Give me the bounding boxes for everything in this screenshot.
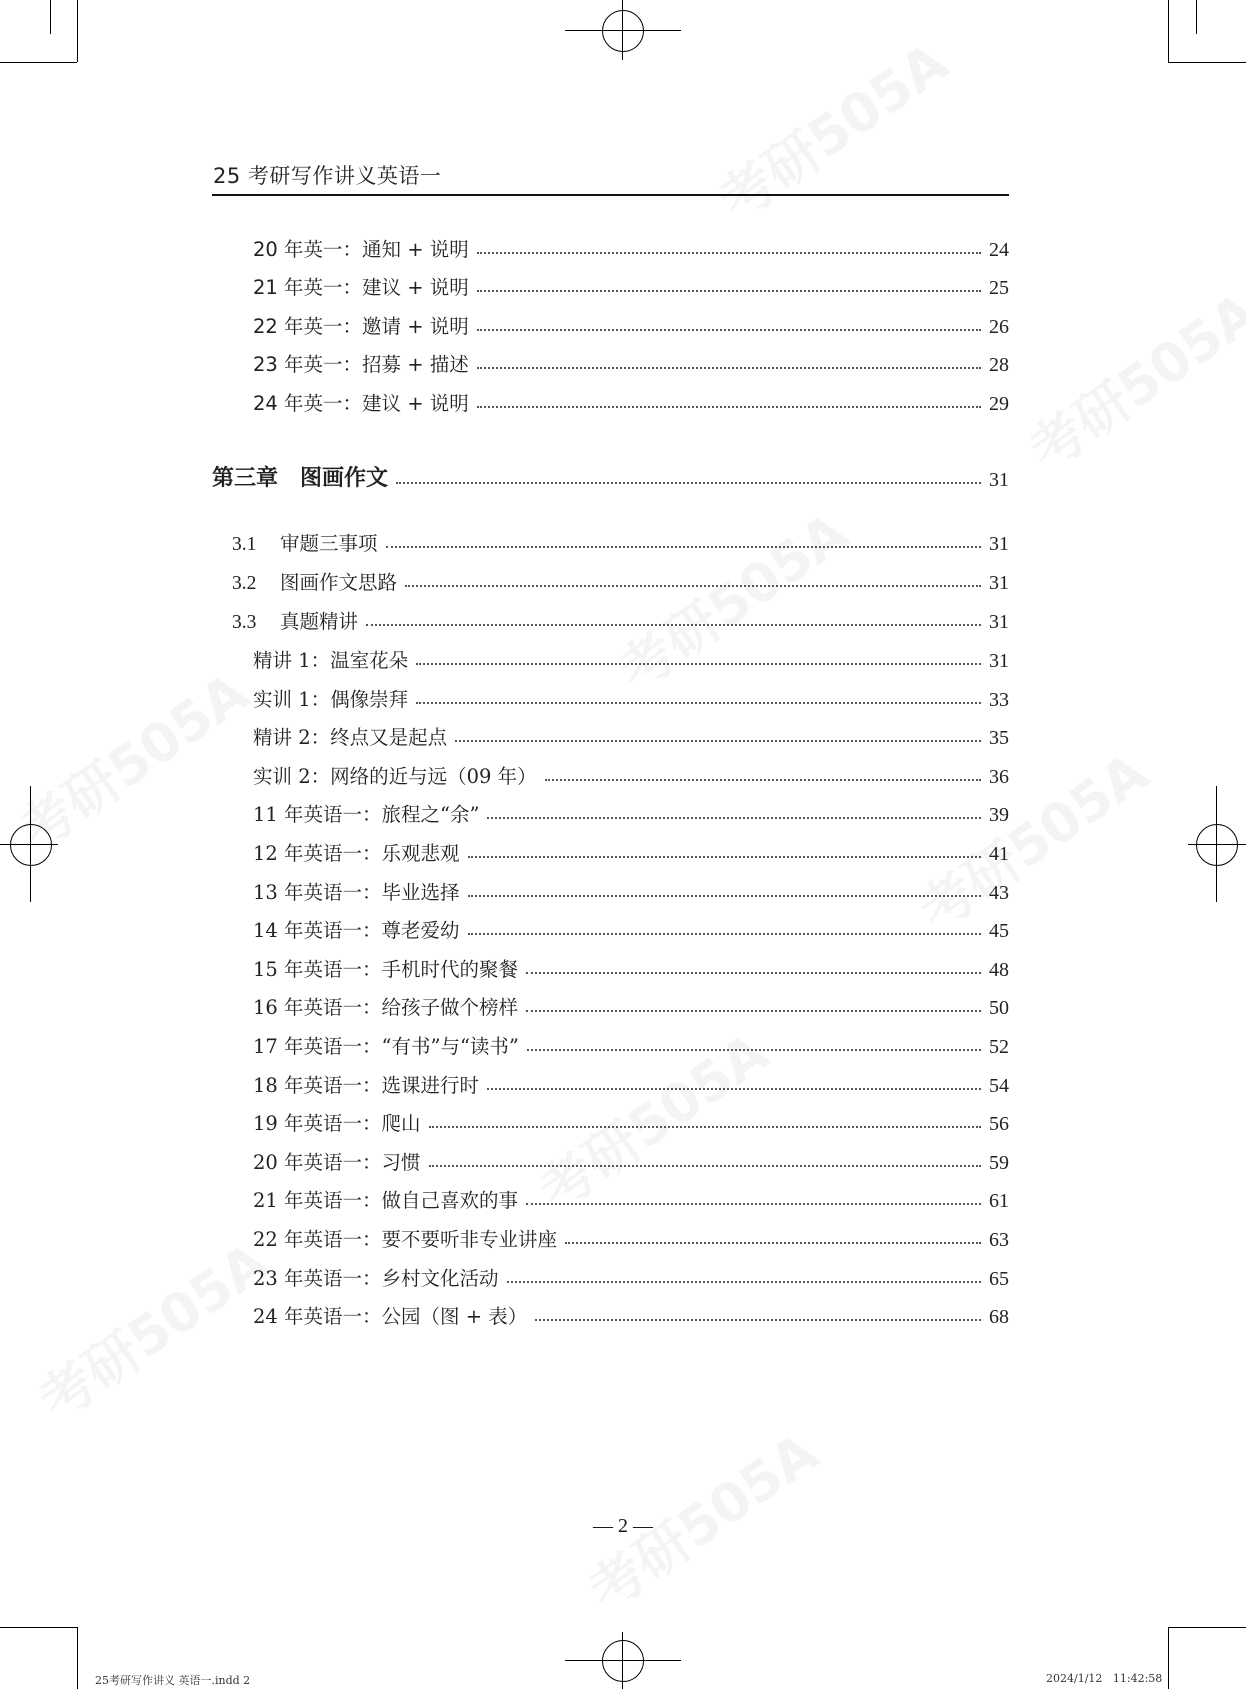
toc-entry-label: 实训 2：网络的近与远（09 年） <box>253 764 537 788</box>
dot-leader <box>416 663 981 665</box>
toc-entry-label: 13 年英语一：毕业选择 <box>253 880 460 904</box>
toc-entry-page: 63 <box>989 1229 1009 1251</box>
toc-chapter[interactable] <box>212 462 1009 492</box>
toc-entry-label: 19 年英语一：爬山 <box>253 1112 421 1136</box>
toc-entry[interactable] <box>253 1222 1009 1252</box>
toc-entry[interactable] <box>253 347 1009 377</box>
toc-entry-label: 实训 1：偶像崇拜 <box>253 687 409 711</box>
toc-entry-page: 52 <box>989 1036 1009 1058</box>
toc-entry-label: 22 年英语一：要不要听非专业讲座 <box>253 1228 558 1251</box>
toc-entry[interactable] <box>253 309 1009 339</box>
dot-leader <box>535 1319 981 1321</box>
toc-entry[interactable] <box>253 1068 1009 1098</box>
dot-leader <box>527 1049 981 1051</box>
toc-entry[interactable] <box>253 1029 1009 1059</box>
toc-entry-page: 41 <box>989 843 1009 865</box>
toc-entry-label: 18 年英语一：选课进行时 <box>253 1073 480 1097</box>
toc-entry[interactable] <box>253 386 1009 416</box>
toc-entry[interactable] <box>253 643 1009 673</box>
dot-leader <box>429 1165 981 1167</box>
toc-entry-label: 23 年英一：招募 + 描述 <box>253 353 469 376</box>
header-rule <box>212 194 1009 196</box>
toc-entry[interactable] <box>253 836 1009 866</box>
toc-entry-page: 59 <box>989 1151 1009 1174</box>
toc-entry[interactable] <box>253 682 1009 712</box>
toc-entry-page: 45 <box>989 920 1009 943</box>
toc-entry-label: 15 年英语一：手机时代的聚餐 <box>253 957 519 981</box>
print-slug-file: 25考研写作讲义 英语一.indd 2 <box>95 1674 251 1687</box>
dot-leader <box>477 367 981 369</box>
toc-entry-page: 54 <box>989 1074 1009 1097</box>
toc-entry-page: 48 <box>989 958 1009 981</box>
toc-entry[interactable] <box>253 1261 1009 1291</box>
toc-entry-label: 11 年英语一：旅程之“余” <box>253 803 480 827</box>
section-page: 31 <box>989 611 1009 633</box>
toc-entry-page: 33 <box>989 688 1009 711</box>
dot-leader <box>526 1203 981 1205</box>
toc-entry-page: 43 <box>989 881 1009 904</box>
toc-entry-label: 24 年英语一：公园（图 + 表） <box>253 1305 528 1329</box>
dot-leader <box>455 740 981 742</box>
toc-entry-label: 21 年英语一：做自己喜欢的事 <box>253 1189 519 1213</box>
toc-entry[interactable] <box>253 759 1009 789</box>
dot-leader <box>396 482 981 484</box>
toc-entry[interactable] <box>253 720 1009 750</box>
toc-section[interactable] <box>232 526 1009 556</box>
dot-leader <box>477 329 981 331</box>
toc-entry-label: 14 年英语一：尊老爱幼 <box>253 919 460 943</box>
toc-entry[interactable] <box>253 232 1009 262</box>
dot-leader <box>366 624 981 626</box>
chapter-page: 31 <box>989 469 1009 491</box>
toc-entry-page: 61 <box>989 1190 1009 1213</box>
toc-entry-label: 17 年英语一：“有书”与“读书” <box>253 1035 519 1058</box>
toc-entry-page: 35 <box>989 727 1009 750</box>
section-number: 3.2 <box>232 573 257 594</box>
dot-leader <box>526 972 981 974</box>
dot-leader <box>468 933 981 935</box>
toc-entry[interactable] <box>253 1145 1009 1175</box>
toc-entry[interactable] <box>253 797 1009 827</box>
toc-entry-page: 65 <box>989 1267 1009 1290</box>
watermark <box>22 1222 281 1436</box>
toc-entry-label: 20 年英语一：习惯 <box>253 1150 421 1174</box>
dot-leader <box>507 1281 981 1283</box>
toc-entry-page: 68 <box>989 1306 1009 1329</box>
section-label: 真题精讲 <box>280 610 359 633</box>
toc-entry-label: 24 年英一：建议 + 说明 <box>253 392 469 415</box>
toc-entry-label: 12 年英语一：乐观悲观 <box>253 842 460 865</box>
toc-entry-page: 39 <box>989 804 1009 827</box>
toc-entry[interactable] <box>253 1299 1009 1329</box>
toc-entry[interactable] <box>253 990 1009 1020</box>
dot-leader <box>405 585 981 587</box>
dot-leader <box>487 1088 981 1090</box>
toc-entry-label: 16 年英语一：给孩子做个榜样 <box>253 996 519 1020</box>
toc-entry[interactable] <box>253 270 1009 300</box>
toc-entry-label: 精讲 2：终点又是起点 <box>253 726 448 750</box>
watermark <box>602 492 861 706</box>
dot-leader <box>477 290 981 292</box>
dot-leader <box>468 895 981 897</box>
toc-section[interactable] <box>232 565 1009 595</box>
dot-leader <box>487 817 981 819</box>
dot-leader <box>565 1242 981 1244</box>
toc-entry[interactable] <box>253 1183 1009 1213</box>
dot-leader <box>545 779 981 781</box>
toc-entry[interactable] <box>253 913 1009 943</box>
toc-entry-page: 26 <box>989 316 1009 338</box>
toc-entry-label: 22 年英一：邀请 + 说明 <box>253 315 469 338</box>
dot-leader <box>477 252 981 254</box>
dot-leader <box>416 702 981 704</box>
toc-entry[interactable] <box>253 952 1009 982</box>
dot-leader <box>526 1010 981 1012</box>
watermark <box>702 22 961 236</box>
section-label: 图画作文思路 <box>280 571 398 594</box>
toc-section[interactable] <box>232 604 1009 634</box>
toc-entry-page: 24 <box>989 239 1009 261</box>
section-page: 31 <box>989 533 1009 555</box>
toc-entry-label: 20 年英一：通知 + 说明 <box>253 238 469 261</box>
dot-leader <box>429 1126 981 1128</box>
dot-leader <box>477 406 981 408</box>
page-number: — 2 — <box>593 1515 653 1537</box>
section-page: 31 <box>989 572 1009 594</box>
section-number: 3.1 <box>232 534 257 555</box>
toc-entry[interactable] <box>253 1106 1009 1136</box>
chapter-label: 第三章 图画作文 <box>212 466 389 491</box>
dot-leader <box>468 856 981 858</box>
toc-entry-page: 56 <box>989 1113 1009 1136</box>
toc-entry-page: 29 <box>989 393 1009 415</box>
toc-entry-label: 23 年英语一：乡村文化活动 <box>253 1266 499 1290</box>
toc-entry-label: 精讲 1：温室花朵 <box>253 649 409 672</box>
toc-entry-page: 36 <box>989 765 1009 788</box>
toc-entry-page: 50 <box>989 997 1009 1020</box>
watermark <box>1012 272 1246 486</box>
toc-entry-page: 28 <box>989 354 1009 376</box>
section-label: 审题三事项 <box>280 532 378 555</box>
section-number: 3.3 <box>232 612 257 633</box>
dot-leader <box>386 546 981 548</box>
print-slug-timestamp: 2024/1/12 11:42:58 <box>1046 1672 1163 1685</box>
toc-entry[interactable] <box>253 875 1009 905</box>
toc-entry-page: 31 <box>989 650 1009 672</box>
toc-entry-label: 21 年英一：建议 + 说明 <box>253 276 469 299</box>
running-header-title: 25 考研写作讲义英语一 <box>213 164 442 188</box>
toc-entry-page: 25 <box>989 277 1009 299</box>
